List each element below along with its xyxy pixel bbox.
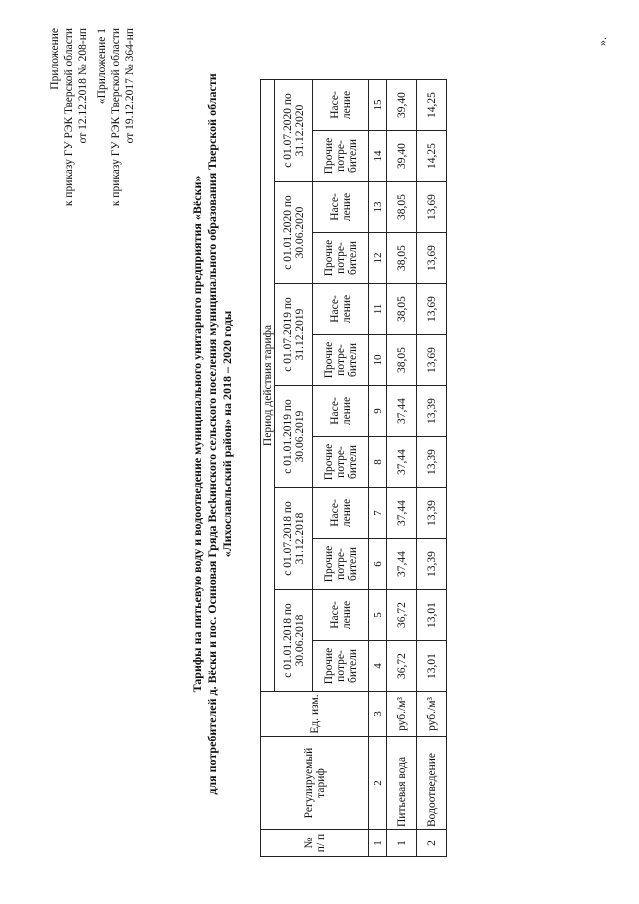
period-cell: с 01.07.2018 по 31.12.2018 (275, 488, 313, 590)
appendix-line: от 12.12.2018 № 208-нп (77, 28, 89, 144)
table-row (417, 80, 447, 857)
appendix-line: к приказу ГУ РЭК Тверской области (63, 28, 75, 207)
row-value: 37,44 (387, 488, 417, 539)
sub-other-header: Прочие потре- бители (313, 437, 369, 488)
row-name: Питьевая вода (387, 737, 417, 830)
row-value: 13,69 (417, 182, 447, 233)
col-tariff-header: Регулируемый тариф (261, 737, 369, 830)
appendix-title: Приложение (49, 28, 61, 90)
sub-pop-header: Насе- ление (313, 488, 369, 539)
row-value: 38,05 (387, 182, 417, 233)
row-value: 37,44 (387, 539, 417, 590)
sub-pop-header: Насе- ление (313, 80, 369, 131)
sub-other-header: Прочие потре- бители (313, 539, 369, 590)
column-number: 8 (369, 437, 387, 488)
column-number: 14 (369, 131, 387, 182)
title-line: Тарифы на питьевую воду и водоотведение муниципального унитарного предприятия «Вёски» (190, 175, 204, 693)
row-name: Водоотведение (417, 737, 447, 830)
row-value: 36,72 (387, 590, 417, 641)
column-number: 3 (369, 692, 387, 737)
column-number: 6 (369, 539, 387, 590)
row-value: 13,69 (417, 233, 447, 284)
column-number: 10 (369, 335, 387, 386)
sub-pop-header: Насе- ление (313, 284, 369, 335)
prev-appendix-line: к приказу ГУ РЭК Тверской области (110, 28, 122, 207)
col-num-header: № п/ п (261, 830, 369, 857)
previous-appendix-reference (95, 28, 137, 206)
period-cell: с 01.07.2020 по 31.12.2020 (275, 80, 313, 182)
sub-other-header: Прочие потре- бители (313, 233, 369, 284)
title-line: «Лихославльский район» на 2018 – 2020 годы (220, 310, 234, 558)
column-number-row (369, 80, 387, 857)
period-cell: с 01.07.2019 по 31.12.2019 (275, 284, 313, 386)
row-value: 13,01 (417, 641, 447, 692)
sub-other-header: Прочие потре- бители (313, 641, 369, 692)
row-value: 13,39 (417, 386, 447, 437)
period-cell: с 01.01.2020 по 30.06.2020 (275, 182, 313, 284)
prev-appendix-line: от 19.12.2017 № 364-нп (124, 28, 136, 144)
column-number: 1 (369, 830, 387, 857)
row-value: 38,05 (387, 284, 417, 335)
period-cell: с 01.01.2019 по 30.06.2019 (275, 386, 313, 488)
sub-pop-header: Насе- ление (313, 590, 369, 641)
sub-pop-header: Насе- ление (313, 182, 369, 233)
row-unit: руб./м³ (417, 692, 447, 737)
column-number: 5 (369, 590, 387, 641)
sub-other-header: Прочие потре- бители (313, 335, 369, 386)
row-value: 39,40 (387, 80, 417, 131)
title-line: для потребителей д. Вёски и пос. Осиновая Гряда Весkинского сельского поселения муниципального образования Тверской области (205, 73, 219, 795)
column-number: 15 (369, 80, 387, 131)
column-number: 9 (369, 386, 387, 437)
row-num: 2 (417, 830, 447, 857)
appendix-reference (48, 28, 90, 206)
column-number: 2 (369, 737, 387, 830)
document-title (190, 34, 235, 834)
row-value: 37,44 (387, 386, 417, 437)
sub-pop-header: Насе- ление (313, 386, 369, 437)
row-value: 13,39 (417, 437, 447, 488)
sub-other-header: Прочие потре- бители (313, 131, 369, 182)
row-num: 1 (387, 830, 417, 857)
column-number: 12 (369, 233, 387, 284)
header-row (261, 80, 275, 857)
row-value: 13,69 (417, 284, 447, 335)
row-value: 14,25 (417, 131, 447, 182)
column-number: 4 (369, 641, 387, 692)
row-value: 36,72 (387, 641, 417, 692)
column-number: 11 (369, 284, 387, 335)
row-value: 14,25 (417, 80, 447, 131)
col-unit-header: Ед. изм. (261, 692, 369, 737)
row-value: 39,40 (387, 131, 417, 182)
prev-appendix-title: «Приложение 1 (96, 28, 108, 105)
row-value: 13,39 (417, 539, 447, 590)
closing-quote-mark: ». (595, 37, 609, 46)
row-unit: руб./м³ (387, 692, 417, 737)
row-value: 38,05 (387, 233, 417, 284)
row-value: 37,44 (387, 437, 417, 488)
row-value: 38,05 (387, 335, 417, 386)
period-header: Период действия тарифа (261, 80, 275, 692)
tariff-table (260, 79, 447, 857)
table-row (387, 80, 417, 857)
row-value: 13,01 (417, 590, 447, 641)
row-value: 13,39 (417, 488, 447, 539)
row-value: 13,69 (417, 335, 447, 386)
column-number: 13 (369, 182, 387, 233)
column-number: 7 (369, 488, 387, 539)
period-cell: с 01.01.2018 по 30.06.2018 (275, 590, 313, 692)
